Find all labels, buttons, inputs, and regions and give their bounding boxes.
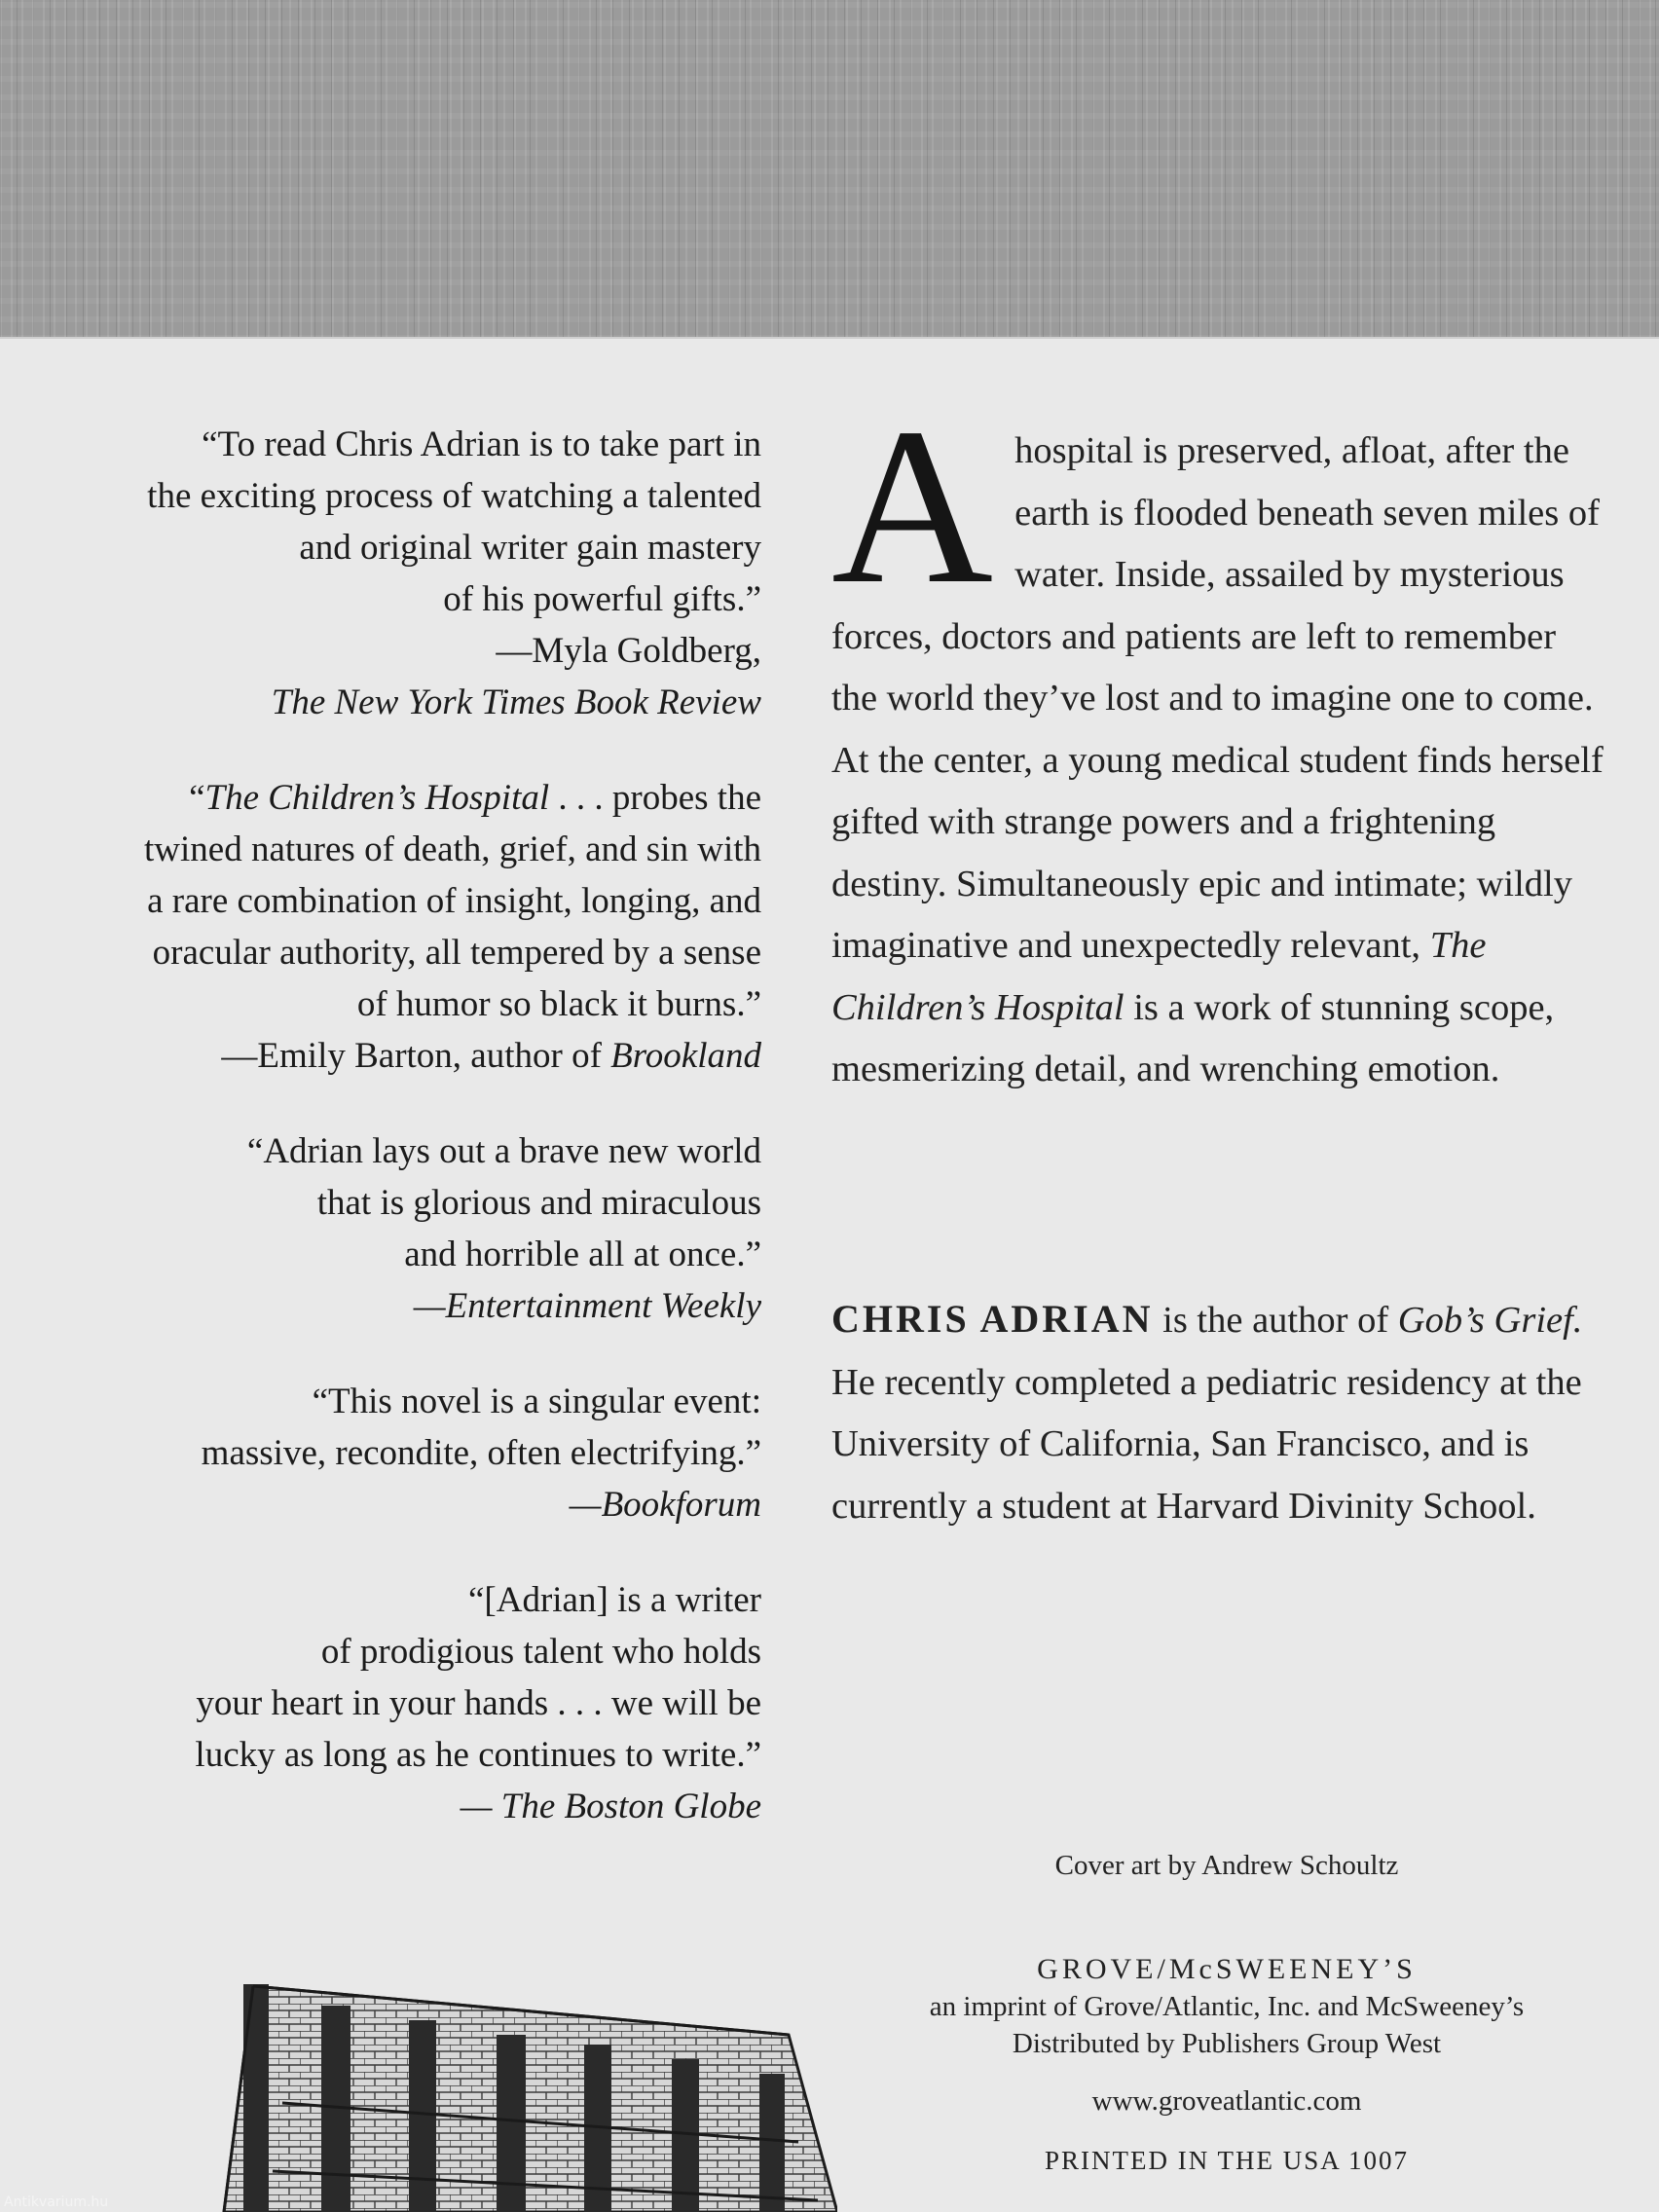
quote-attribution: — (569, 1485, 602, 1525)
quote-goldberg (39, 419, 761, 728)
author-name: CHRIS ADRIAN (831, 1297, 1154, 1341)
bio-text (831, 1288, 1610, 1537)
quote-boston-globe (39, 1574, 761, 1832)
quote-line (39, 772, 761, 824)
quote-barton (39, 772, 761, 1082)
quote-entertainment-weekly (39, 1125, 761, 1332)
bio-part: He recently completed a pediatric residency at the University of California, San Francisco, and is currently a student at Harvard Divinity School. (831, 1361, 1582, 1527)
quote-book-title: The Children’s Hospital (204, 778, 550, 818)
quote-line: massive, recondite, often electrifying.” (201, 1433, 761, 1473)
quote-bookforum (39, 1376, 761, 1530)
drop-cap: A (831, 382, 994, 630)
castle-illustration (214, 1976, 837, 2212)
quote-line: oracular authority, all tempered by a sense (152, 933, 761, 973)
quote-line: your heart in your hands . . . we will be (196, 1683, 761, 1723)
distributor-line: Distributed by Publishers Group West (1012, 2028, 1442, 2059)
watermark: Antikvarium.hu (4, 2194, 109, 2210)
publisher-website: www.groveatlantic.com (1091, 2085, 1362, 2117)
quote-line: “This novel is a singular event: (312, 1382, 761, 1421)
quote-attribution-line (39, 1781, 761, 1832)
quote-source: Entertainment Weekly (445, 1286, 761, 1326)
quote-attribution-line (39, 1479, 761, 1530)
author-bio (831, 1288, 1610, 1537)
quote-line: of his powerful gifts.” (443, 579, 761, 619)
quote-source: The New York Times Book Review (271, 682, 761, 722)
publisher-info (857, 1951, 1597, 2062)
quote-line: of prodigious talent who holds (320, 1632, 761, 1672)
review-quotes (39, 419, 761, 1876)
quote-attribution: —Myla Goldberg, (496, 631, 761, 671)
quote-line: and horrible all at once.” (404, 1235, 761, 1274)
quote-attribution: — (413, 1286, 446, 1326)
quote-attribution-line (39, 1030, 761, 1082)
bio-part: is the author of (1153, 1300, 1398, 1341)
background-surface (0, 0, 1659, 341)
quote-source: The Boston Globe (500, 1787, 761, 1826)
quote-line: the exciting process of watching a talented (147, 476, 761, 516)
imprint-line: an imprint of Grove/Atlantic, Inc. and McSweeney’s (929, 1991, 1525, 2022)
description-part: hospital is preserved, afloat, after the earth is flooded beneath seven miles of water. Inside, assailed by mysterious forces, doctors and patients are left to remember the world they’ve lost and to imagine one to come. At the center, a young medical student finds herself gifted with strange powers and a frightening destiny. Simultaneously epic and intimate; wildly imaginative and unexpectedly relevant, (831, 430, 1604, 966)
book-description (831, 382, 1610, 1101)
quote-line: lucky as long as he continues to write.” (195, 1735, 761, 1775)
quote-attribution: —Emily Barton, author of (221, 1036, 611, 1076)
quote-line: “Adrian lays out a brave new world (246, 1131, 761, 1171)
bio-book-title: Gob’s Grief. (1397, 1300, 1583, 1341)
quote-attribution: — (460, 1787, 501, 1826)
quote-line: “[Adrian] is a writer (467, 1580, 761, 1620)
imprint-name: GROVE/McSWEENEY’S (1037, 1953, 1417, 1985)
quote-line: “To read Chris Adrian is to take part in (202, 424, 761, 464)
quote-line: of humor so black it burns.” (356, 984, 761, 1024)
quote-source: Bookforum (601, 1485, 761, 1525)
description-book-title: The Children’s Hospital (831, 925, 1487, 1028)
quote-line: a rare combination of insight, longing, and (147, 881, 761, 921)
quote-open-mark: “ (189, 778, 205, 818)
printed-in-line: PRINTED IN THE USA 1007 (1044, 2146, 1409, 2175)
cover-art-credit: Cover art by Andrew Schoultz (1054, 1850, 1399, 1881)
quote-source: Brookland (610, 1036, 761, 1076)
description-part: is a work of stunning scope, mesmerizing detail, and wrenching emotion. (831, 986, 1555, 1089)
quote-attribution-line (39, 1280, 761, 1332)
quote-line: that is glorious and miraculous (316, 1183, 761, 1223)
quote-line: and original writer gain mastery (299, 528, 761, 568)
quote-line-rest: . . . probes the (549, 778, 761, 818)
quote-line: twined natures of death, grief, and sin with (144, 830, 761, 869)
